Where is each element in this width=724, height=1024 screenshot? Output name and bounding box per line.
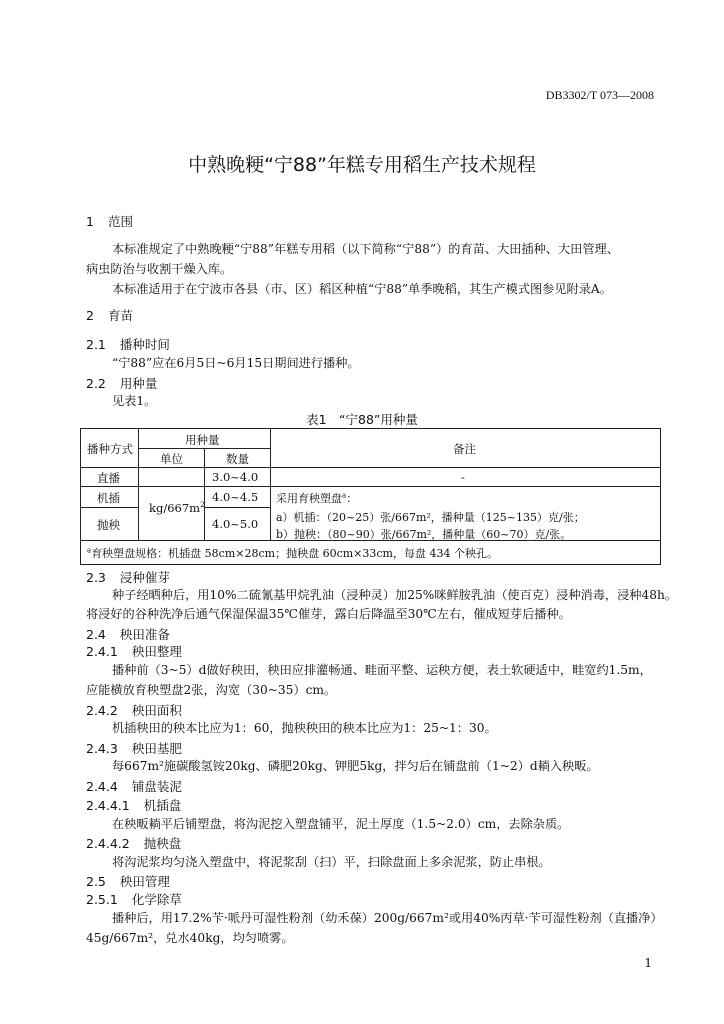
section-number: 2.5 <box>86 874 106 889</box>
paragraph: 应能横放育秧塑盘2张，沟宽（30~35）cm。 <box>86 683 337 697</box>
standard-number: DB3302/T 073—2008 <box>545 88 654 102</box>
section-2-5-heading <box>86 872 170 890</box>
section-number: 2.4.4 <box>86 779 118 794</box>
section-number: 2.4 <box>86 627 106 642</box>
paragraph: 将沟泥浆均匀浇入塑盘中，将泥浆刮（扫）平，扫除盘面上多余泥浆，防止串根。 <box>112 855 551 869</box>
unit-cell: $kg/667m^2$ <box>149 501 205 515</box>
paragraph: “宁88”应在6月5日~6月15日期间进行播种。 <box>112 356 360 370</box>
paragraph: 45g/667m²，兑水40kg，均匀喷雾。 <box>86 931 294 945</box>
section-title: 机插盘 <box>143 798 182 813</box>
header-unit: 单位 <box>160 452 183 466</box>
page-number: 1 <box>644 956 652 970</box>
section-title: 范围 <box>107 214 133 229</box>
row-throw-method: 抛秧 <box>97 518 120 532</box>
section-number: 2.4.4.2 <box>86 836 130 851</box>
section-title: 化学除草 <box>131 892 182 907</box>
seed-amount-table <box>80 428 661 565</box>
section-title: 秧田准备 <box>119 627 170 642</box>
section-title: 秧田整理 <box>131 644 182 659</box>
header-qty: 数量 <box>226 452 249 466</box>
section-2-1-heading <box>86 335 170 353</box>
section-number: 2.1 <box>86 337 106 352</box>
paragraph: 见表1。 <box>112 394 157 408</box>
section-number: 2 <box>86 308 94 323</box>
paragraph: 本标准适用于在宁波市各县（市、区）稻区种植“宁88”单季晚稻，其生产模式图参见附录A。 <box>112 282 612 296</box>
section-title: 秧田面积 <box>131 703 182 718</box>
row-direct-qty: 3.0~4.0 <box>212 470 259 484</box>
row-direct-method: 直播 <box>97 471 120 485</box>
section-number: 2.3 <box>86 570 106 585</box>
section-2-4-2-heading <box>86 701 182 719</box>
section-number: 2.4.1 <box>86 644 118 659</box>
section-number: 1 <box>86 214 94 229</box>
section-number: 2.4.4.1 <box>86 798 130 813</box>
section-number: 2.4.3 <box>86 741 118 756</box>
paragraph: 机插秧田的秧本比应为1：60，抛秧秧田的秧本比应为1：25~1：30。 <box>112 721 497 735</box>
section-title: 播种时间 <box>119 337 170 352</box>
paragraph: 在秧畈耥平后铺塑盘，将沟泥挖入塑盘铺平，泥土厚度（1.5~2.0）cm，去除杂质。 <box>112 817 570 831</box>
paragraph: 病虫防治与收割干燥入库。 <box>86 262 233 276</box>
header-amount: 用种量 <box>185 433 220 447</box>
note-line-c: b）抛秧：（80~90）张/667m²，播种量（60~70）克/张。 <box>276 528 572 541</box>
section-2-2-heading <box>86 374 157 392</box>
table-footnote: $^a$育秧塑盘规格：机插盘 58cm×28cm；抛秧盘 60cm×33cm，每盘 434 个秧孔。 <box>87 546 498 560</box>
section-title: 抛秧盘 <box>143 836 182 851</box>
section-2-4-heading <box>86 625 170 643</box>
section-2-3-heading <box>86 568 170 586</box>
section-1-heading <box>86 212 133 230</box>
section-2-4-4-heading <box>86 777 182 795</box>
section-2-4-3-heading <box>86 739 182 757</box>
section-number: 2.2 <box>86 376 106 391</box>
row-direct-note: - <box>461 470 465 484</box>
section-2-5-1-heading <box>86 890 182 908</box>
section-2-4-4-2-heading <box>86 834 181 852</box>
paragraph: 本标准规定了中熟晚粳“宁88”年糕专用稻（以下简称“宁88”）的育苗、大田插种、大田管理、 <box>112 242 619 256</box>
row-machine-method: 机插 <box>97 491 120 505</box>
table-title: 表1 “宁88”用种量 <box>306 412 418 427</box>
row-machine-qty: 4.0~4.5 <box>212 490 259 504</box>
section-2-heading <box>86 306 133 324</box>
document-title: 中熟晚粳“宁88”年糕专用稻生产技术规程 <box>188 154 536 176</box>
paragraph: 每667m²施碳酸氢铵20kg、磷肥20kg、钾肥5kg，拌匀后在铺盘前（1~2）d耥入秧畈。 <box>112 759 599 773</box>
section-2-4-4-1-heading <box>86 796 181 814</box>
section-title: 秧田管理 <box>119 874 170 889</box>
header-method: 播种方式 <box>87 442 133 456</box>
section-title: 铺盘装泥 <box>131 779 182 794</box>
note-line-a: 采用育秧塑盘$^a$： <box>276 491 358 505</box>
paragraph: 种子经晒种后，用10%二硫氰基甲烷乳油（浸种灵）加25%咪鲜胺乳油（使百克）浸种消毒，浸种48h。 <box>112 588 678 602</box>
note-line-b: a）机插：（20~25）张/667m²，播种量（125~135）克/张； <box>276 511 585 524</box>
paragraph: 播种前（3~5）d做好秧田，秧田应排灌畅通、畦面平整、运秧方便，表土软硬适中，畦宽约1.5m， <box>112 663 652 677</box>
paragraph: 播种后，用17.2%苄·哌丹可湿性粉剂（幼禾葆）200g/667m²或用40%丙草·苄可湿性粉剂（直播净） <box>112 911 663 925</box>
section-title: 用种量 <box>119 376 158 391</box>
section-number: 2.4.2 <box>86 703 118 718</box>
section-title: 浸种催芽 <box>119 570 170 585</box>
section-2-4-1-heading <box>86 642 182 660</box>
section-title: 秧田基肥 <box>131 741 182 756</box>
row-throw-qty: 4.0~5.0 <box>212 517 259 531</box>
paragraph: 将浸好的谷种洗净后通气保湿保温35℃催芽，露白后降温至30℃左右，催成短芽后播种。 <box>86 607 571 621</box>
header-note: 备注 <box>453 442 476 456</box>
section-number: 2.5.1 <box>86 892 118 907</box>
section-title: 育苗 <box>107 308 133 323</box>
